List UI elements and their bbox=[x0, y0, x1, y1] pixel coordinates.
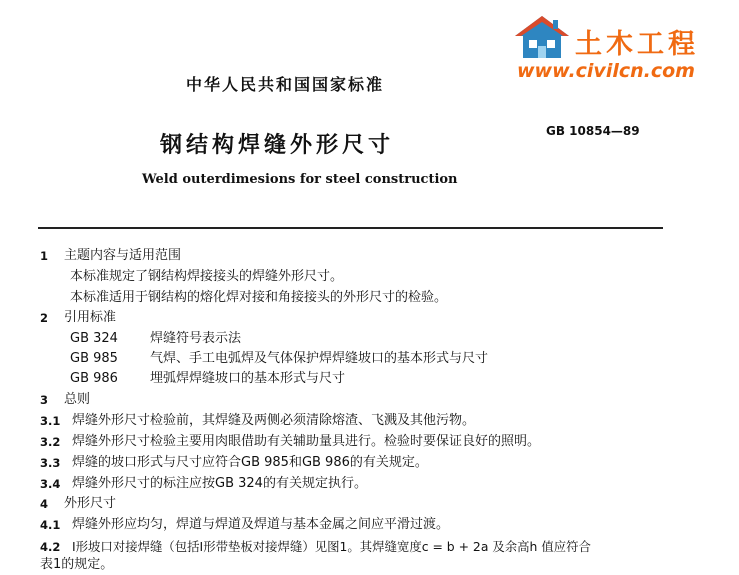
reference-2-title: 气焊、手工电弧焊及气体保护焊焊缝坡口的基本形式与尺寸 bbox=[150, 351, 489, 366]
clause-3-3-number: 3.3 bbox=[40, 456, 61, 470]
site-name: 土木工程 bbox=[575, 29, 699, 60]
reference-3-code: GB 986 bbox=[70, 371, 118, 386]
document-title-cn: 钢结构焊缝外形尺寸 bbox=[160, 133, 395, 158]
site-url: www.civilcn.com bbox=[517, 60, 695, 82]
section-1-number: 1 bbox=[40, 249, 49, 263]
clause-3-2-number: 3.2 bbox=[40, 435, 61, 449]
section-3-number: 3 bbox=[40, 393, 49, 407]
section-1-title: 主题内容与适用范围 bbox=[64, 248, 182, 263]
header-divider bbox=[38, 227, 663, 229]
reference-1-title: 焊缝符号表示法 bbox=[150, 331, 242, 346]
clause-3-1-number: 3.1 bbox=[40, 414, 61, 428]
clause-4-2-number: 4.2 bbox=[40, 540, 61, 554]
reference-3-title: 埋弧焊焊缝坡口的基本形式与尺寸 bbox=[150, 371, 346, 386]
reference-2-code: GB 985 bbox=[70, 351, 118, 366]
clause-3-3-text: 焊缝的坡口形式与尺寸应符合GB 985和GB 986的有关规定。 bbox=[72, 455, 428, 470]
clause-4-2-text: Ⅰ形坡口对接焊缝（包括Ⅰ形带垫板对接焊缝）见图1。其焊缝宽度c = b + 2a 及余高h 值应符合 bbox=[72, 539, 591, 554]
clause-4-1-text: 焊缝外形应均匀，焊道与焊道及焊道与基本金属之间应平滑过渡。 bbox=[72, 517, 450, 532]
clause-3-4-number: 3.4 bbox=[40, 477, 61, 491]
section-3-title: 总则 bbox=[64, 392, 91, 407]
document-title-en: Weld outerdimesions for steel construction bbox=[142, 172, 458, 187]
standard-code: GB 10854—89 bbox=[546, 124, 640, 138]
section-4-title: 外形尺寸 bbox=[64, 496, 117, 511]
section-1-paragraph-1: 本标准规定了钢结构焊接接头的焊缝外形尺寸。 bbox=[70, 269, 344, 284]
house-logo-icon bbox=[513, 14, 571, 60]
clause-4-1-number: 4.1 bbox=[40, 518, 61, 532]
clause-4-2-continuation: 表1的规定。 bbox=[40, 557, 114, 572]
section-1-paragraph-2: 本标准适用于钢结构的熔化焊对接和角接接头的外形尺寸的检验。 bbox=[70, 290, 448, 305]
clause-3-4-text: 焊缝外形尺寸的标注应按GB 324的有关规定执行。 bbox=[72, 476, 367, 491]
section-4-number: 4 bbox=[40, 497, 49, 511]
clause-3-1-text: 焊缝外形尺寸检验前，其焊缝及两侧必须清除熔渣、飞溅及其他污物。 bbox=[72, 413, 476, 428]
section-2-title: 引用标准 bbox=[64, 310, 117, 325]
reference-1-code: GB 324 bbox=[70, 331, 118, 346]
section-2-number: 2 bbox=[40, 311, 49, 325]
standard-type: 中华人民共和国国家标准 bbox=[185, 75, 384, 94]
clause-3-2-text: 焊缝外形尺寸检验主要用肉眼借助有关辅助量具进行。检验时要保证良好的照明。 bbox=[72, 434, 541, 449]
